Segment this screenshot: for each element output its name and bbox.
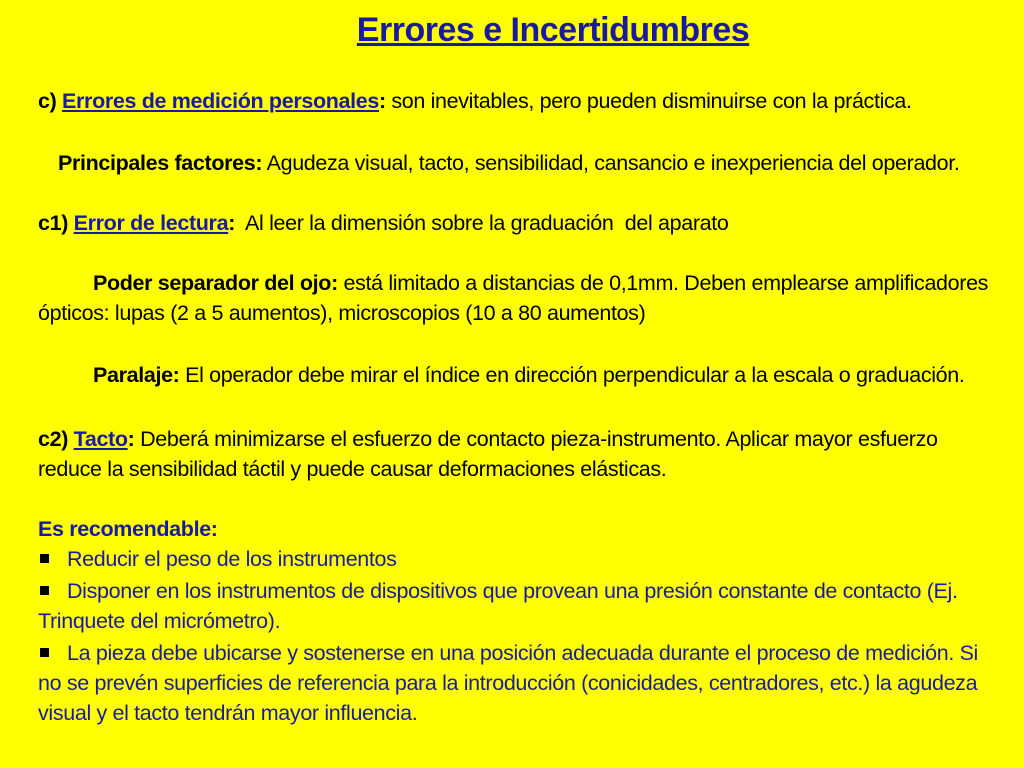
page-title: Errores e Incertidumbres	[356, 11, 750, 49]
list-item-text: Reducir el peso de los instrumentos	[67, 547, 397, 571]
poder-label: Poder separador del ojo:	[93, 271, 338, 295]
paralaje-paragraph	[38, 360, 1004, 390]
section-c-heading: Errores de medición personales	[62, 89, 379, 113]
square-bullet-icon	[40, 554, 49, 563]
square-bullet-icon	[40, 648, 49, 657]
recommend-heading	[38, 514, 1004, 544]
list-item	[38, 544, 1004, 574]
section-c2-colon: :	[127, 427, 135, 451]
section-c-paragraph	[38, 86, 1004, 116]
paralaje-text: El operador debe mirar el índice en dirección perpendicular a la escala o graduación.	[179, 363, 965, 387]
list-item-text: La pieza debe ubicarse y sostenerse en una posición adecuada durante el proceso de medición. Si no se prevén superficies de referencia para la introducción (conicidades, centradores, etc.) la agudeza visual y el tacto tendrán mayor influencia.	[38, 641, 978, 725]
section-c-prefix: c)	[38, 89, 57, 113]
section-c2-prefix: c2)	[38, 427, 69, 451]
section-c1-heading: Error de lectura	[73, 211, 229, 235]
section-c-text: son inevitables, pero pueden disminuirse con la práctica.	[385, 89, 912, 113]
factors-text: Agudeza visual, tacto, sensibilidad, cansancio e inexperiencia del operador.	[262, 151, 960, 175]
factors-label: Principales factores:	[58, 151, 263, 175]
list-item	[38, 576, 1004, 636]
factors-paragraph	[38, 148, 1004, 178]
poder-paragraph	[38, 268, 1004, 328]
section-c-colon: :	[378, 89, 386, 113]
recommend-heading-text: Es recomendable:	[38, 517, 218, 541]
section-c2-text: Deberá minimizarse el esfuerzo de contacto pieza-instrumento. Aplicar mayor esfuerzo reduce la sensibilidad táctil y puede causar deformaciones elásticas.	[38, 427, 938, 481]
section-c1-paragraph	[38, 208, 1004, 238]
section-c2-paragraph	[38, 424, 1004, 484]
list-item-text: Disponer en los instrumentos de dispositivos que provean una presión constante de contacto (Ej. Trinquete del micrómetro).	[38, 579, 958, 633]
list-item	[38, 638, 1004, 728]
poder-text: está limitado a distancias de 0,1mm. Deben emplearse amplificadores ópticos: lupas (2 a 5 aumentos), microscopios (10 a 80 aumentos)	[38, 271, 989, 325]
square-bullet-icon	[40, 586, 49, 595]
paralaje-label: Paralaje:	[93, 363, 180, 387]
section-c1-text: Al leer la dimensión sobre la graduación del aparato	[235, 211, 729, 235]
section-c1-prefix: c1)	[38, 211, 69, 235]
section-c2-heading: Tacto	[73, 427, 128, 451]
section-c1-colon: :	[228, 211, 235, 235]
